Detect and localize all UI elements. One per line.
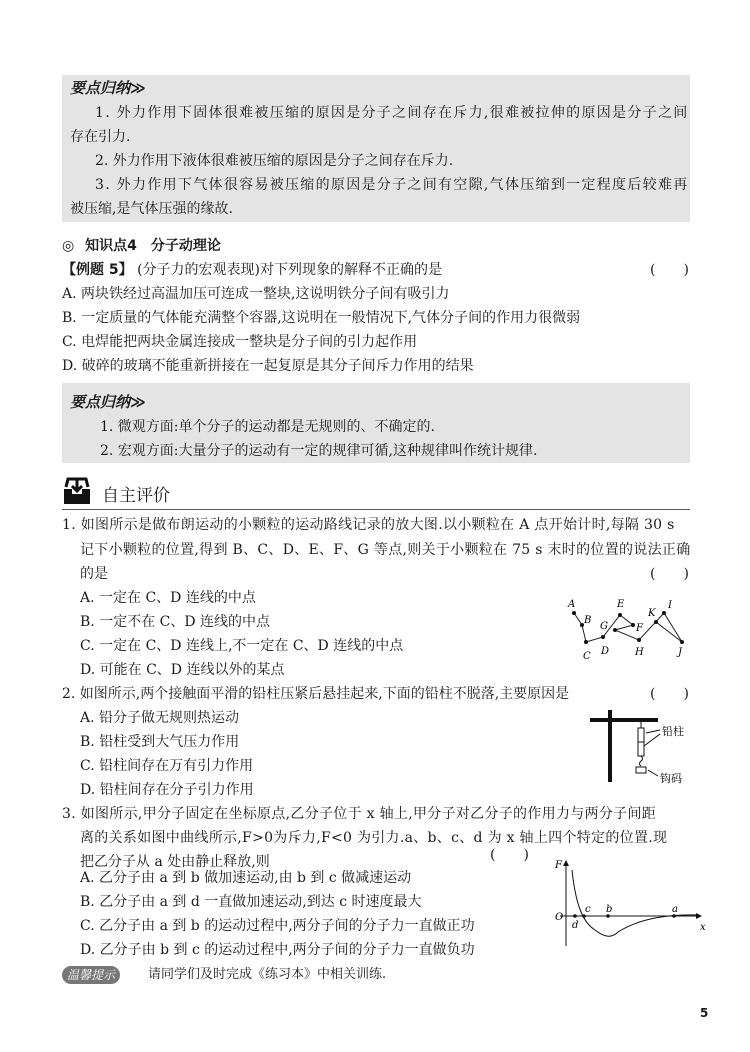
svg-text:b: b xyxy=(606,904,613,915)
svg-text:H: H xyxy=(635,647,644,658)
key-points-title: 要点归纳≫ xyxy=(70,393,146,411)
svg-text:C: C xyxy=(583,651,591,662)
example-question: (分子力的宏观表现)对下列现象的解释不正确的是 xyxy=(137,262,443,278)
answer-paren: ( ) xyxy=(650,686,689,702)
q1-stem-line: 1. 如图所示是做布朗运动的小颗粒的运动路线记录的放大图.以小颗粒在 A 点开始计时,每隔 30 s xyxy=(62,517,675,533)
option-b: B. 铅柱受到大气压力作用 xyxy=(80,734,240,750)
svg-text:d: d xyxy=(572,920,579,931)
tip-text: 请同学们及时完成《练习本》中相关训练. xyxy=(148,967,387,982)
option-b: B. 一定质量的气体能充满整个容器,这说明在一般情况下,气体分子间的作用力很微弱 xyxy=(62,310,581,326)
svg-text:a: a xyxy=(672,904,678,915)
summary-line: 2. 宏观方面:大量分子的运动有一定的规律可循,这种规律叫作统计规律. xyxy=(100,443,538,459)
section-title: 知识点4 分子动理论 xyxy=(85,238,221,254)
option-d: D. 铅柱间存在分子引力作用 xyxy=(80,782,254,798)
inbox-download-icon xyxy=(62,477,92,505)
tip-badge: 温馨提示 xyxy=(62,966,120,984)
svg-text:c: c xyxy=(585,904,591,915)
example-5-stem xyxy=(62,261,442,279)
option-d: D. 破碎的玻璃不能重新拼接在一起复原是其分子间斥力作用的结果 xyxy=(62,358,474,374)
svg-text:A: A xyxy=(568,599,576,610)
section-heading xyxy=(62,237,221,255)
answer-paren: ( ) xyxy=(650,262,689,278)
lead-columns-figure xyxy=(590,708,700,784)
option-c: C. 乙分子由 a 到 b 的运动过程中,两分子间的分子力一直做正功 xyxy=(80,918,475,934)
option-a: A. 铅分子做无规则热运动 xyxy=(80,710,240,726)
q3-stem-line: 3. 如图所示,甲分子固定在坐标原点,乙分子位于 x 轴上,甲分子对乙分子的作用力与两分子间距 xyxy=(62,806,657,822)
answer-paren: ( ) xyxy=(490,847,529,863)
option-c: C. 铅柱间存在万有引力作用 xyxy=(80,758,254,774)
q1-stem-line: 的是 xyxy=(80,566,108,582)
key-points-title: 要点归纳≫ xyxy=(70,79,146,97)
q3-stem-line: 离的关系如图中曲线所示,F>0为斥力,F<0 为引力.a、b、c、d 为 x 轴上四个特定的位置.现 xyxy=(80,830,668,846)
brownian-path-figure xyxy=(560,596,695,664)
q1-stem-line: 记下小颗粒的位置,得到 B、C、D、E、F、G 等点,则关于小颗粒在 75 s 末时的位置的说法正确 xyxy=(80,542,691,558)
option-d: D. 乙分子由 b 到 c 的运动过程中,两分子间的分子力一直做负功 xyxy=(80,942,475,958)
option-a: A. 两块铁经过高温加压可连成一整块,这说明铁分子间有吸引力 xyxy=(62,286,450,302)
divider xyxy=(62,509,690,510)
summary-line: 被压缩,是气体压强的缘故. xyxy=(70,201,233,217)
svg-text:B: B xyxy=(584,615,592,626)
summary-line: 存在引力. xyxy=(70,129,131,145)
page-number: 5 xyxy=(700,1006,709,1020)
option-d: D. 可能在 C、D 连线以外的某点 xyxy=(80,662,285,678)
svg-text:F: F xyxy=(636,623,643,634)
summary-line: 1. 外力作用下固体很难被压缩的原因是分子之间存在斥力,很难被拉伸的原因是分子之间 xyxy=(95,105,689,121)
key-points-box-2 xyxy=(62,383,690,463)
q2-stem: 2. 如图所示,两个接触面平滑的铅柱压紧后悬挂起来,下面的铅柱不脱落,主要原因是 xyxy=(62,686,570,702)
svg-text:x: x xyxy=(700,922,706,933)
summary-line: 2. 外力作用下液体很难被压缩的原因是分子之间存在斥力. xyxy=(95,153,454,169)
circle-marker-icon: ◎ xyxy=(62,238,75,254)
svg-text:F: F xyxy=(555,860,562,871)
option-c: C. 电焊能把两块金属连接成一整块是分子间的引力起作用 xyxy=(62,334,418,350)
svg-text:O: O xyxy=(555,912,564,923)
svg-text:铅柱: 铅柱 xyxy=(662,725,684,738)
key-points-box-1 xyxy=(62,75,690,222)
option-b: B. 一定不在 C、D 连线的中点 xyxy=(80,614,271,630)
svg-text:G: G xyxy=(600,621,608,632)
svg-text:K: K xyxy=(648,608,656,619)
svg-text:I: I xyxy=(668,600,672,611)
force-distance-graph xyxy=(550,858,710,948)
summary-line: 1. 微观方面:单个分子的运动都是无规则的、不确定的. xyxy=(100,419,435,435)
example-label: 【例题 5】 xyxy=(62,262,133,278)
svg-text:钩码: 钩码 xyxy=(660,772,682,784)
svg-text:E: E xyxy=(617,599,625,610)
option-a: A. 乙分子由 a 到 b 做加速运动,由 b 到 c 做减速运动 xyxy=(80,870,412,886)
option-c: C. 一定在 C、D 连线上,不一定在 C、D 连线的中点 xyxy=(80,638,404,654)
summary-line: 3. 外力作用下气体很容易被压缩的原因是分子之间有空隙,气体压缩到一定程度后较难再 xyxy=(95,177,689,193)
q3-stem-line: 把乙分子从 a 处由静止释放,则 xyxy=(80,854,270,870)
option-a: A. 一定在 C、D 连线的中点 xyxy=(80,590,256,606)
self-eval-title: 自主评价 xyxy=(102,486,170,506)
svg-text:J: J xyxy=(678,647,683,658)
answer-paren: ( ) xyxy=(650,566,689,582)
svg-text:D: D xyxy=(601,646,610,657)
option-b: B. 乙分子由 a 到 d 一直做加速运动,到达 c 时速度最大 xyxy=(80,894,422,910)
